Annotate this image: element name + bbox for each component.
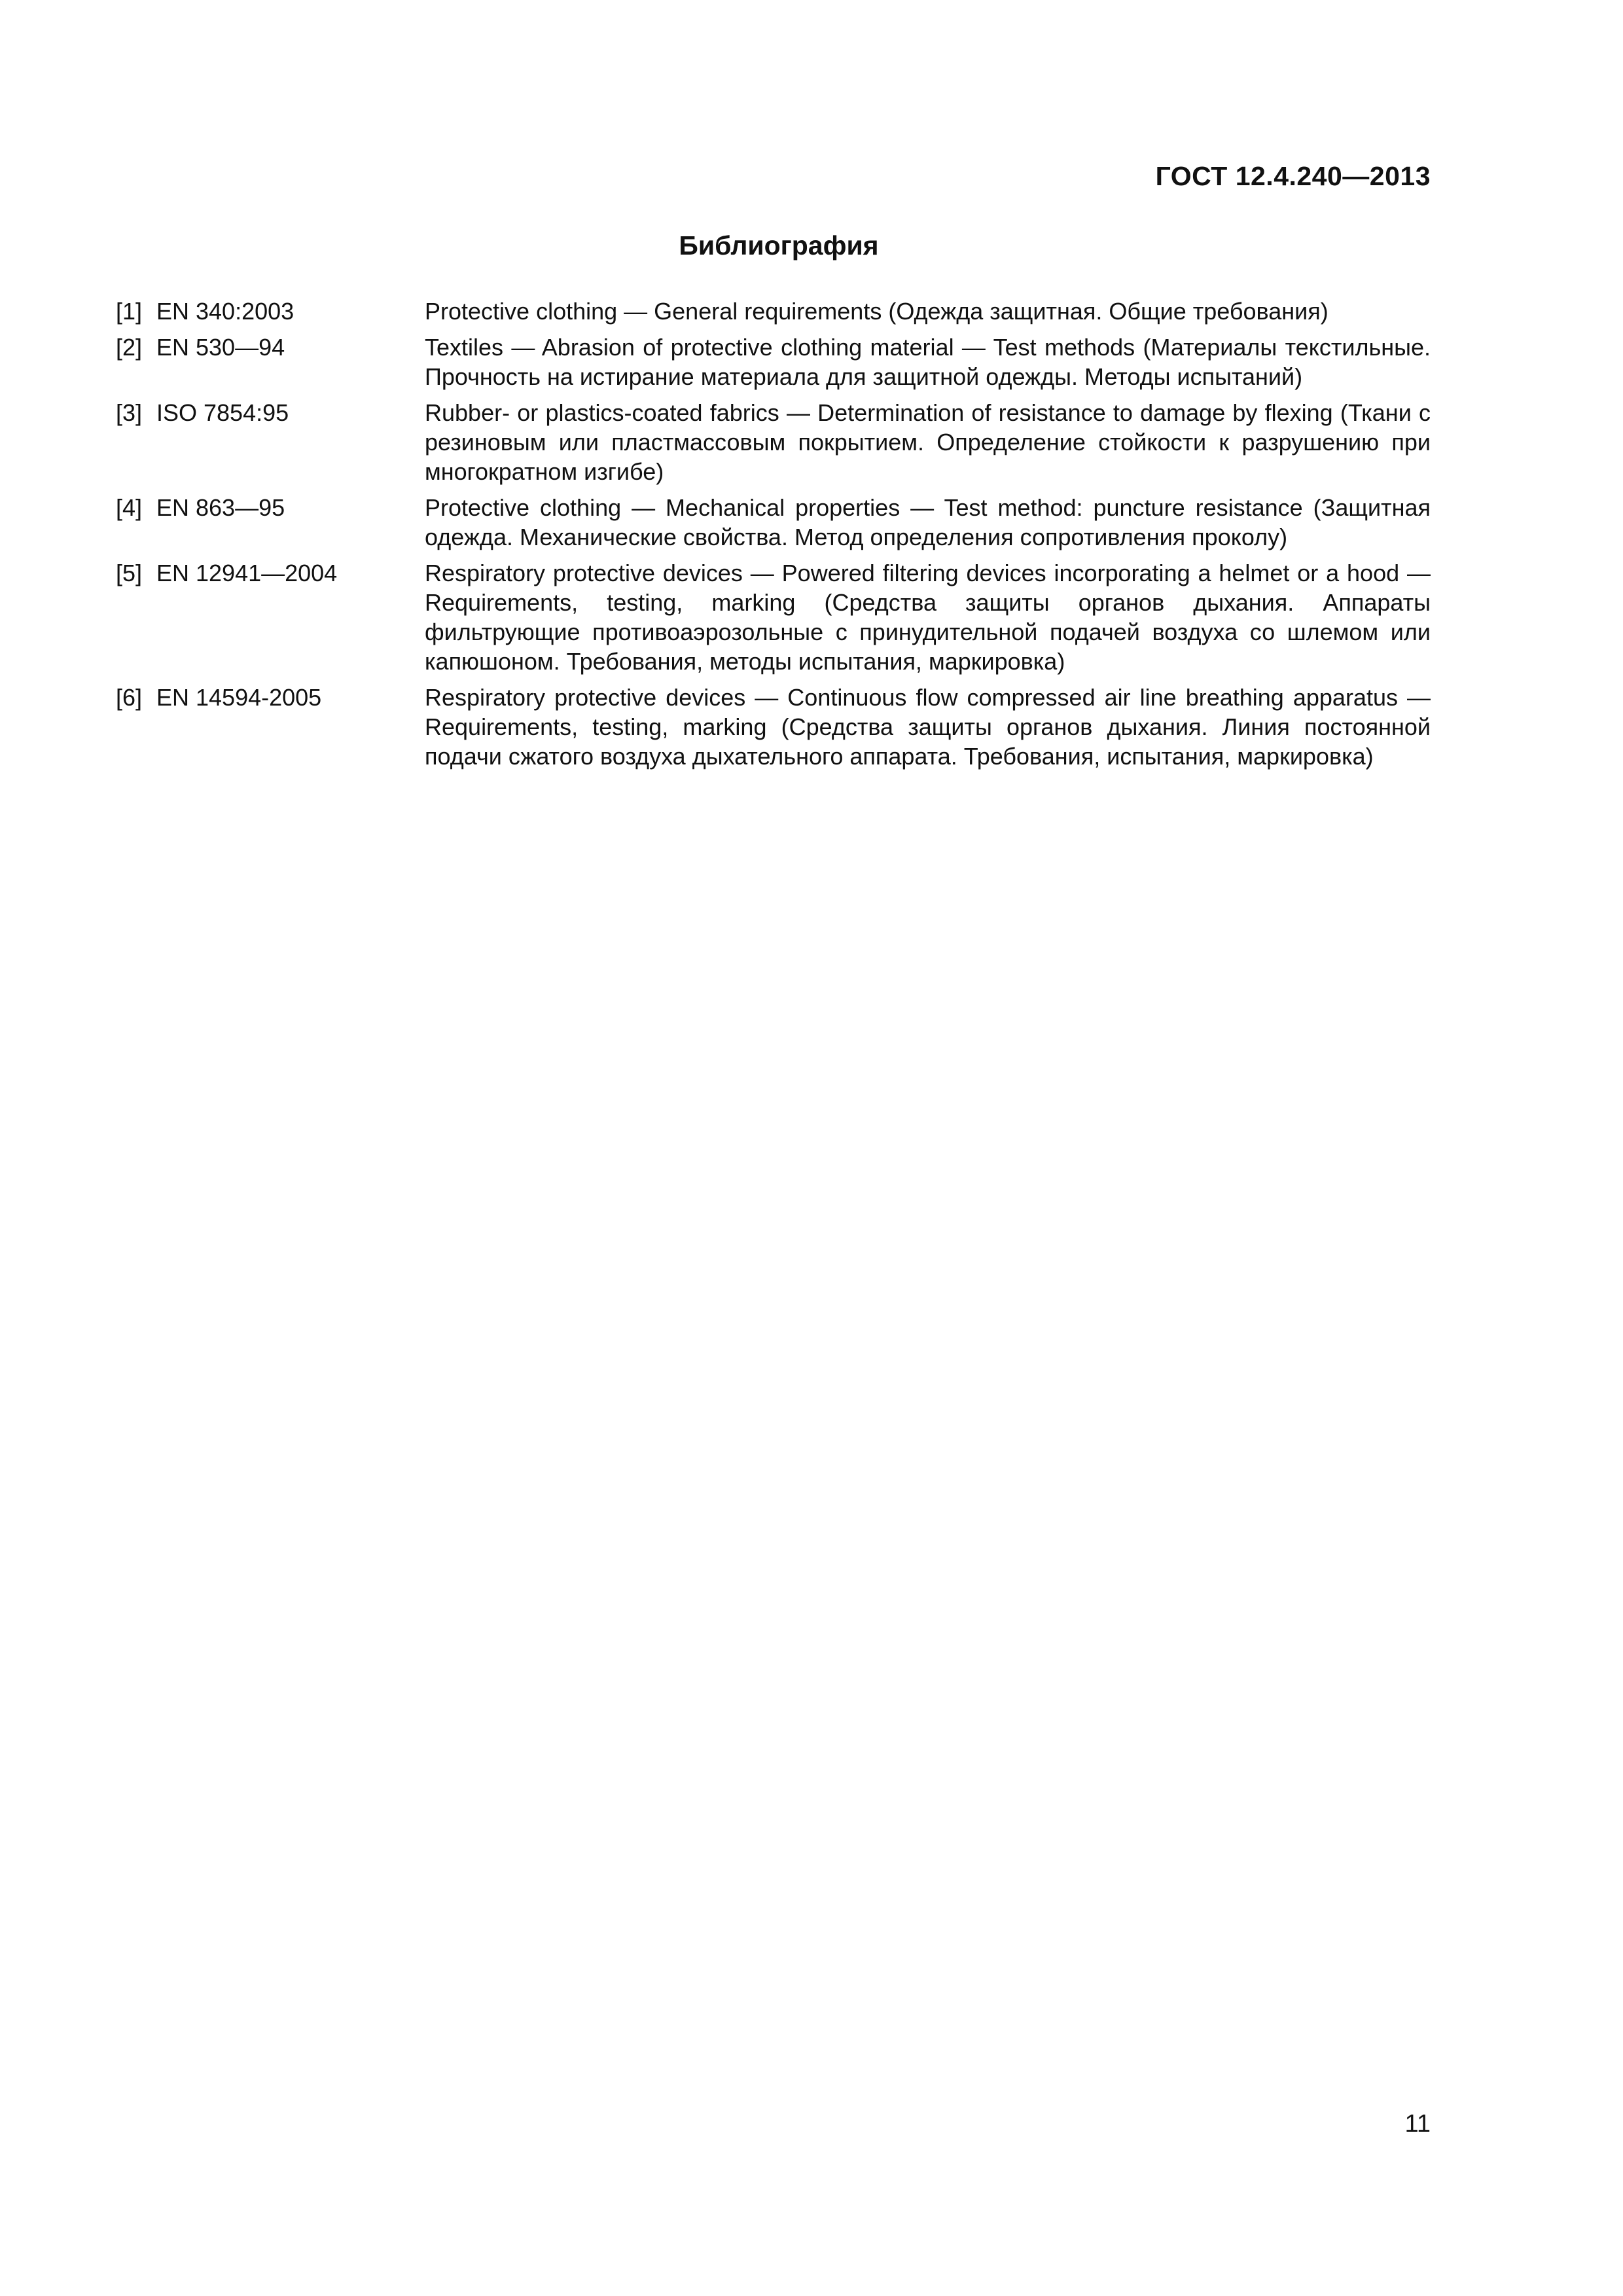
entry-number: [1] (116, 298, 143, 325)
bibliography-entry (116, 398, 1431, 486)
entry-standard-code: EN 14594-2005 (156, 684, 322, 711)
entry-description: Protective clothing — Mechanical properties — Test method: puncture resistance (Защитная одежда. Механические свойства. Метод определения сопротивления проколу) (425, 494, 1431, 550)
entry-description: Rubber- or plastics-coated fabrics — Determination of resistance to damage by flexing (Ткани с резиновым или пластмассовым покрытием. Определение стойкости к разрушению при многократном изгибе) (425, 399, 1431, 485)
document-header-standard: ГОСТ 12.4.240—2013 (1155, 161, 1431, 191)
entry-description: Textiles — Abrasion of protective clothing material — Test methods (Материалы текстильные. Прочность на истирание материала для защитной одежды. Методы испытаний) (425, 334, 1431, 390)
entry-standard-code: EN 530—94 (156, 334, 285, 361)
entry-standard-code: EN 863—95 (156, 494, 285, 521)
bibliography-entry (116, 296, 1431, 326)
entry-standard-code: ISO 7854:95 (156, 399, 289, 426)
bibliography-list (116, 296, 1431, 778)
entry-number: [3] (116, 399, 143, 426)
entry-standard-code: EN 12941—2004 (156, 560, 338, 586)
bibliography-entry (116, 332, 1431, 391)
entry-number: [5] (116, 560, 143, 586)
bibliography-entry (116, 558, 1431, 676)
entry-number: [2] (116, 334, 143, 361)
entry-standard-code: EN 340:2003 (156, 298, 294, 325)
entry-number: [4] (116, 494, 143, 521)
bibliography-entry (116, 493, 1431, 552)
section-title: Библиография (679, 230, 879, 260)
page-number: 11 (1404, 2110, 1431, 2138)
entry-description: Respiratory protective devices — Powered filtering devices incorporating a helmet or a hood — Requirements, testing, marking (Средства защиты органов дыхания. Аппараты фильтрующие противоаэрозольные с принудительной подачей воздуха со шлемом или капюшоном. Требования, методы испытания, маркировка) (425, 560, 1431, 675)
entry-description: Protective clothing — General requirements (Одежда защитная. Общие требования) (425, 298, 1329, 325)
entry-number: [6] (116, 684, 143, 711)
entry-description: Respiratory protective devices — Continuous flow compressed air line breathing apparatus — Requirements, testing, marking (Средства защиты органов дыхания. Линия постоянной подачи сжатого воздуха дыхательного аппарата. Требования, испытания, маркировка) (425, 684, 1431, 770)
bibliography-entry (116, 683, 1431, 771)
